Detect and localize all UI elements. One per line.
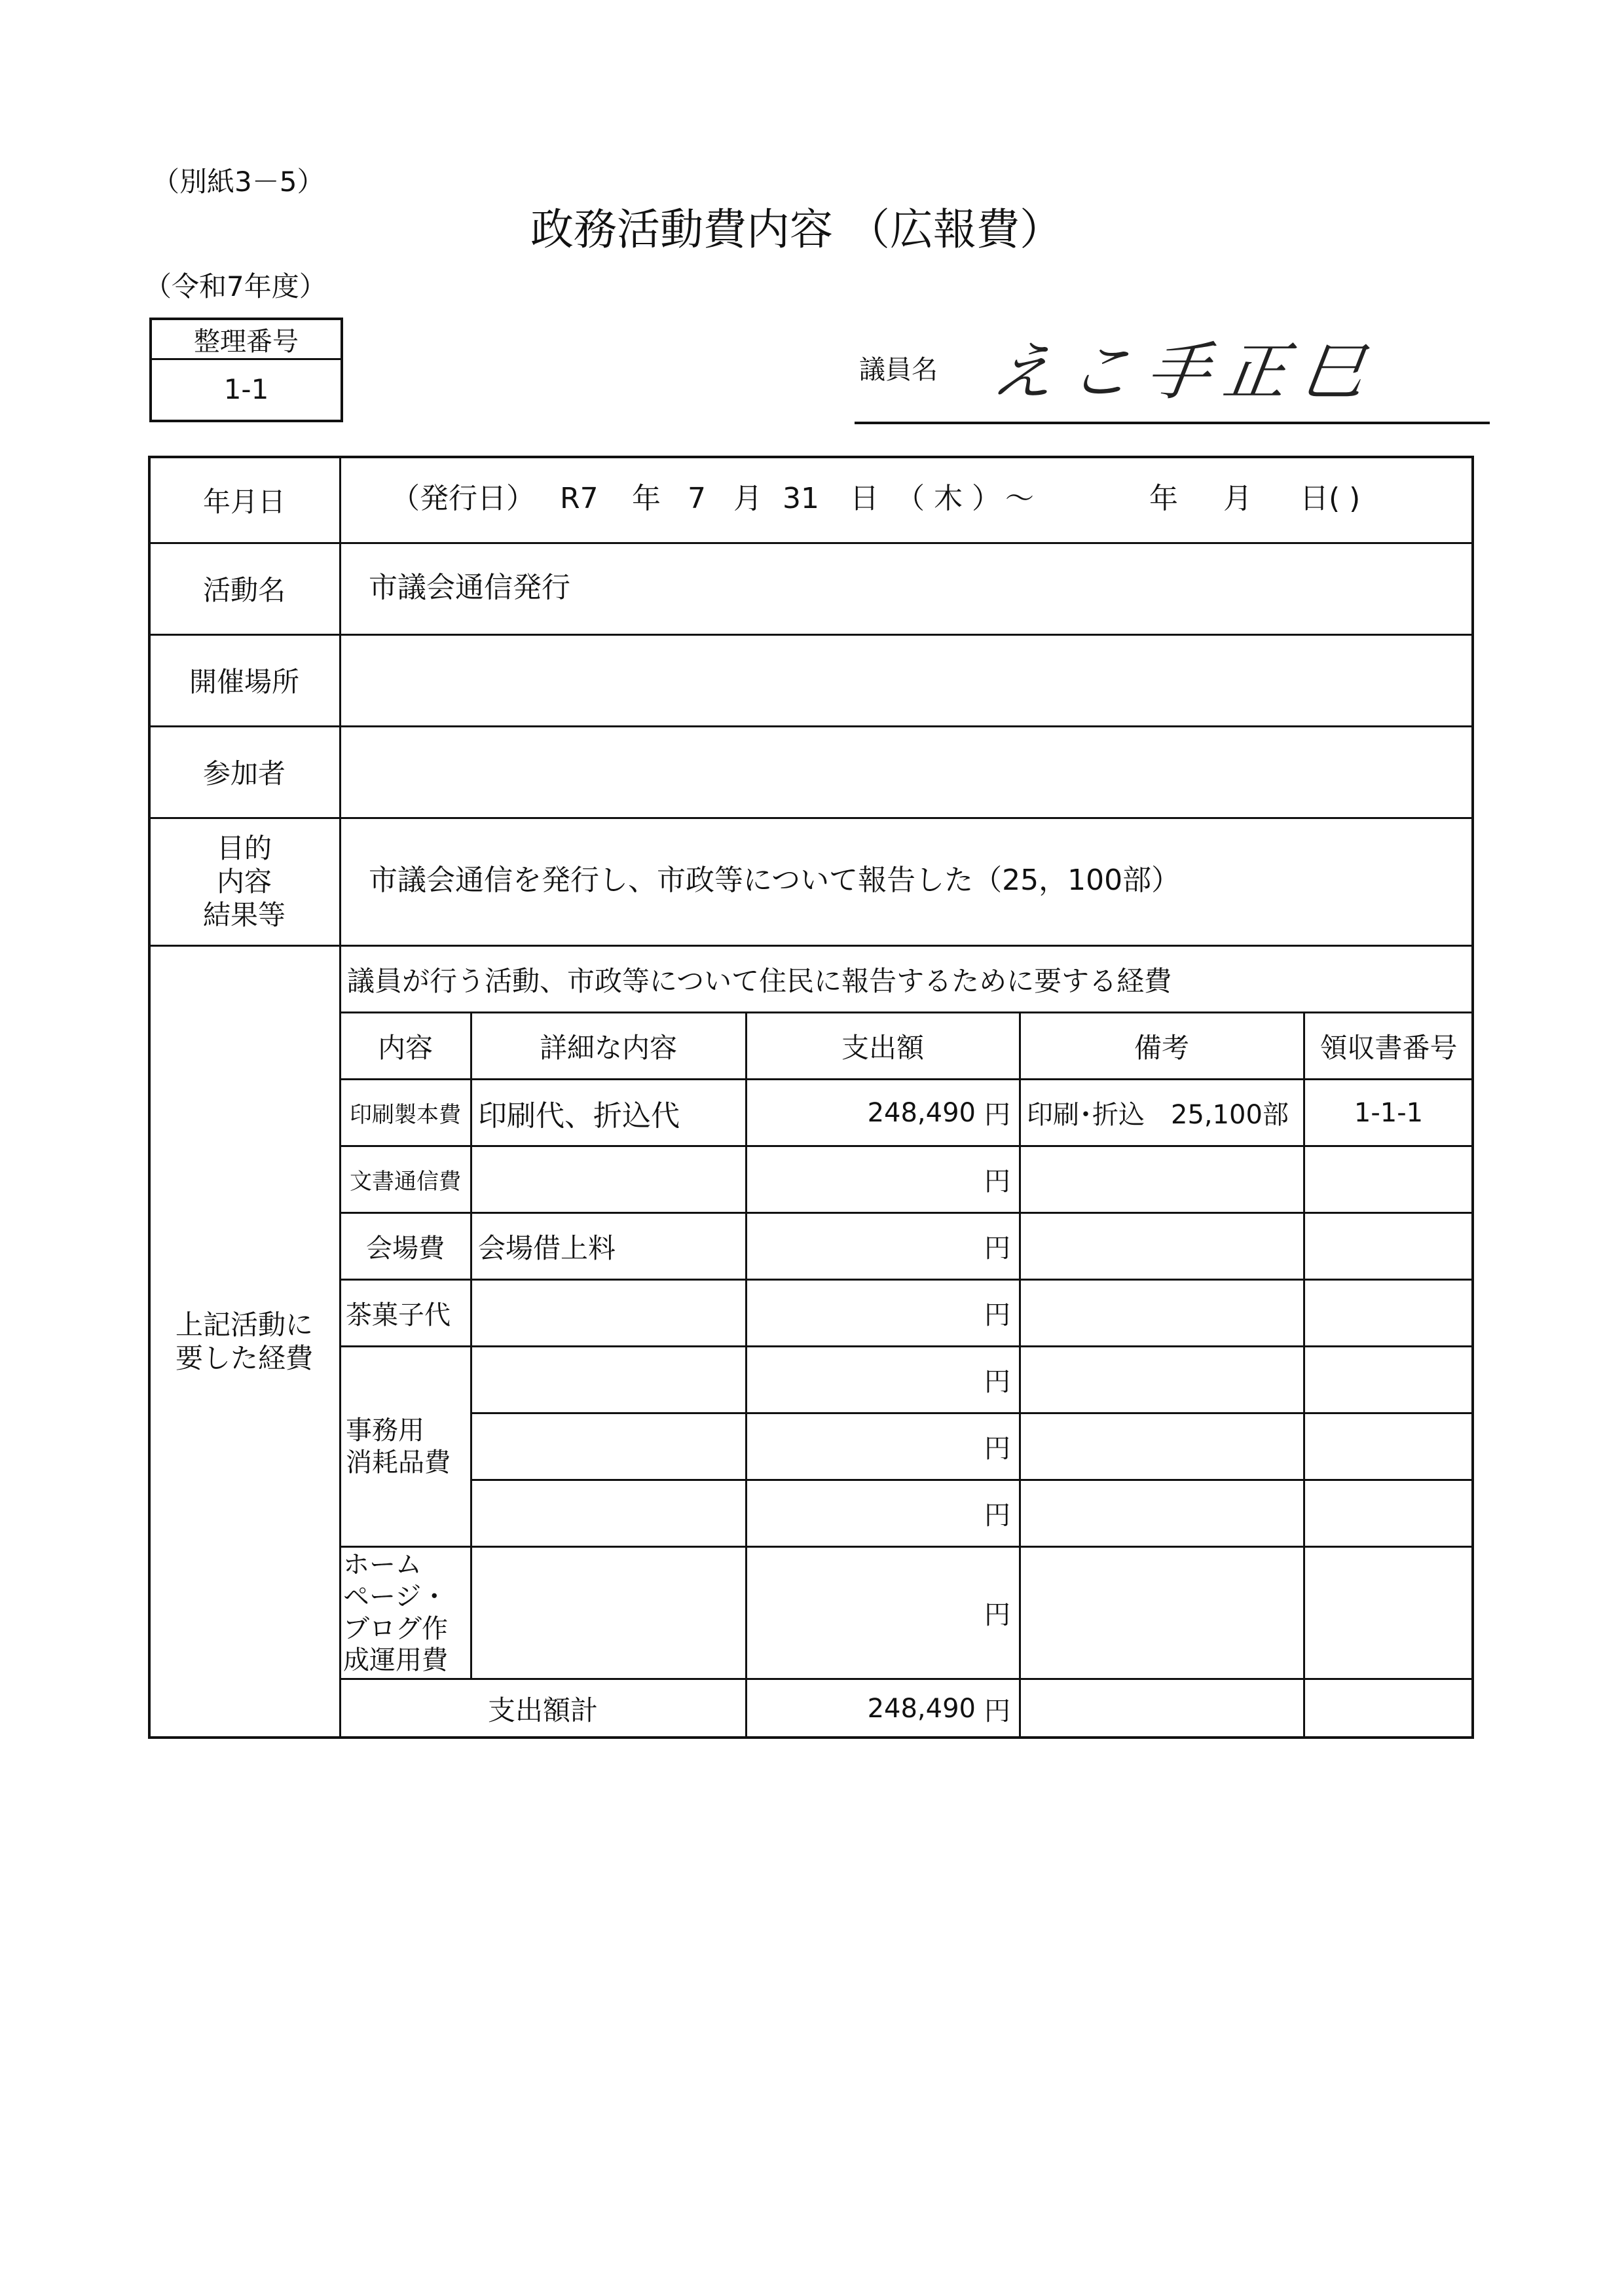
date-month-value: 7 (688, 482, 706, 515)
yen-unit: 円 (984, 1600, 1010, 1630)
expense-amount (747, 1214, 976, 1279)
venue-label: 開催場所 (189, 666, 299, 698)
expense-category-line: ページ・ (343, 1581, 448, 1612)
expense-amount: 248,490 (867, 1097, 976, 1128)
expenses-label-line: 要した経費 (175, 1342, 313, 1374)
row-divider (148, 542, 1474, 544)
expense-detail: 印刷代、折込代 (478, 1099, 680, 1133)
yen-unit: 円 (984, 1233, 1010, 1264)
purpose-label (149, 818, 339, 945)
column-header-category: 内容 (377, 1031, 433, 1064)
end-date-year-char: 年 (1149, 482, 1178, 515)
purpose-label-line: 目的 (216, 831, 272, 864)
expense-category: 文書通信費 (350, 1169, 461, 1195)
member-name-label: 議員名 (859, 355, 938, 385)
expense-amount (747, 1548, 976, 1678)
row-divider (148, 725, 1474, 727)
expense-category (346, 1347, 470, 1546)
grid-column-line (470, 1011, 472, 1678)
expense-category: 印刷製本費 (350, 1102, 461, 1128)
expense-category-line: 消耗品費 (346, 1447, 451, 1478)
expense-receipt-number: 1-1-1 (1354, 1097, 1424, 1128)
reference-number-box (149, 318, 343, 422)
expense-category-line: 成運用費 (343, 1645, 448, 1676)
reference-number-label: 整理番号 (152, 320, 341, 360)
expense-category: 茶菓子代 (346, 1300, 451, 1330)
issue-date-label: （発行日） (391, 482, 535, 515)
purpose-label-line: 内容 (216, 865, 272, 898)
date-label: 年月日 (202, 486, 286, 518)
date-day-char: 日 (850, 482, 879, 515)
purpose-label-line: 結果等 (202, 899, 286, 932)
expense-category-line: 事務用 (346, 1415, 424, 1446)
expense-category-line: ブログ作 (343, 1613, 448, 1644)
column-header-detail: 詳細な内容 (539, 1031, 677, 1064)
row-divider (148, 634, 1474, 636)
reference-number-value: 1-1 (223, 373, 269, 405)
date-day-value: 31 (783, 482, 819, 515)
activity-name-label: 活動名 (202, 574, 286, 606)
expenses-label (149, 946, 339, 1737)
expense-detail (478, 1281, 745, 1345)
yen-unit: 円 (984, 1167, 1010, 1197)
date-era: R7 (560, 482, 599, 515)
expense-amount (747, 1481, 976, 1546)
grid-column-line (1019, 1011, 1021, 1739)
total-label: 支出額計 (487, 1694, 598, 1726)
expense-note: 印刷･折込 25,100部 (1027, 1100, 1289, 1130)
row-divider (148, 817, 1474, 819)
member-name-underline (855, 422, 1490, 424)
expenses-label-line: 上記活動に (175, 1308, 313, 1341)
expense-detail (478, 1147, 745, 1212)
yen-unit: 円 (984, 1501, 1010, 1531)
activity-name-value: 市議会通信発行 (369, 571, 570, 604)
expense-category: 会場費 (366, 1233, 445, 1264)
total-amount: 248,490 (867, 1694, 976, 1724)
expense-category-line: ホーム (343, 1549, 422, 1580)
fiscal-year: （令和7年度） (144, 270, 327, 302)
expense-detail: 会場借上料 (478, 1231, 616, 1264)
date-year-char: 年 (632, 482, 661, 515)
end-date-month-char: 月 (1223, 482, 1252, 515)
yen-unit: 円 (984, 1367, 1010, 1397)
date-weekday: （ 木 ） (896, 482, 1001, 515)
date-month-char: 月 (733, 482, 762, 515)
purpose-value: 市議会通信を発行し、市政等について報告した（25，100部） (369, 864, 1181, 897)
expense-amount (747, 1414, 976, 1479)
column-header-receipt: 領収書番号 (1320, 1031, 1458, 1064)
page-title: 政務活動費内容 （広報費） (530, 204, 1063, 255)
expense-amount (747, 1281, 976, 1345)
member-signature: えこ手正巳 (987, 335, 1384, 409)
date-range-tilde: ～ (1005, 482, 1034, 515)
expense-category (343, 1548, 470, 1678)
yen-unit: 円 (984, 1300, 1010, 1330)
yen-unit: 円 (984, 1100, 1010, 1130)
attachment-label: （別紙3－5） (152, 166, 325, 198)
end-date-day-char: 日( ) (1300, 482, 1361, 515)
yen-unit: 円 (984, 1434, 1010, 1464)
column-header-note: 備考 (1134, 1031, 1189, 1064)
row-divider (148, 945, 1474, 947)
expense-amount (747, 1147, 976, 1212)
column-header-amount: 支出額 (841, 1031, 924, 1064)
expense-amount (747, 1347, 976, 1412)
participants-label: 参加者 (202, 757, 286, 790)
yen-unit: 円 (984, 1696, 1010, 1726)
expenses-intro: 議員が行う活動、市政等について住民に報告するために要する経費 (347, 965, 1172, 997)
